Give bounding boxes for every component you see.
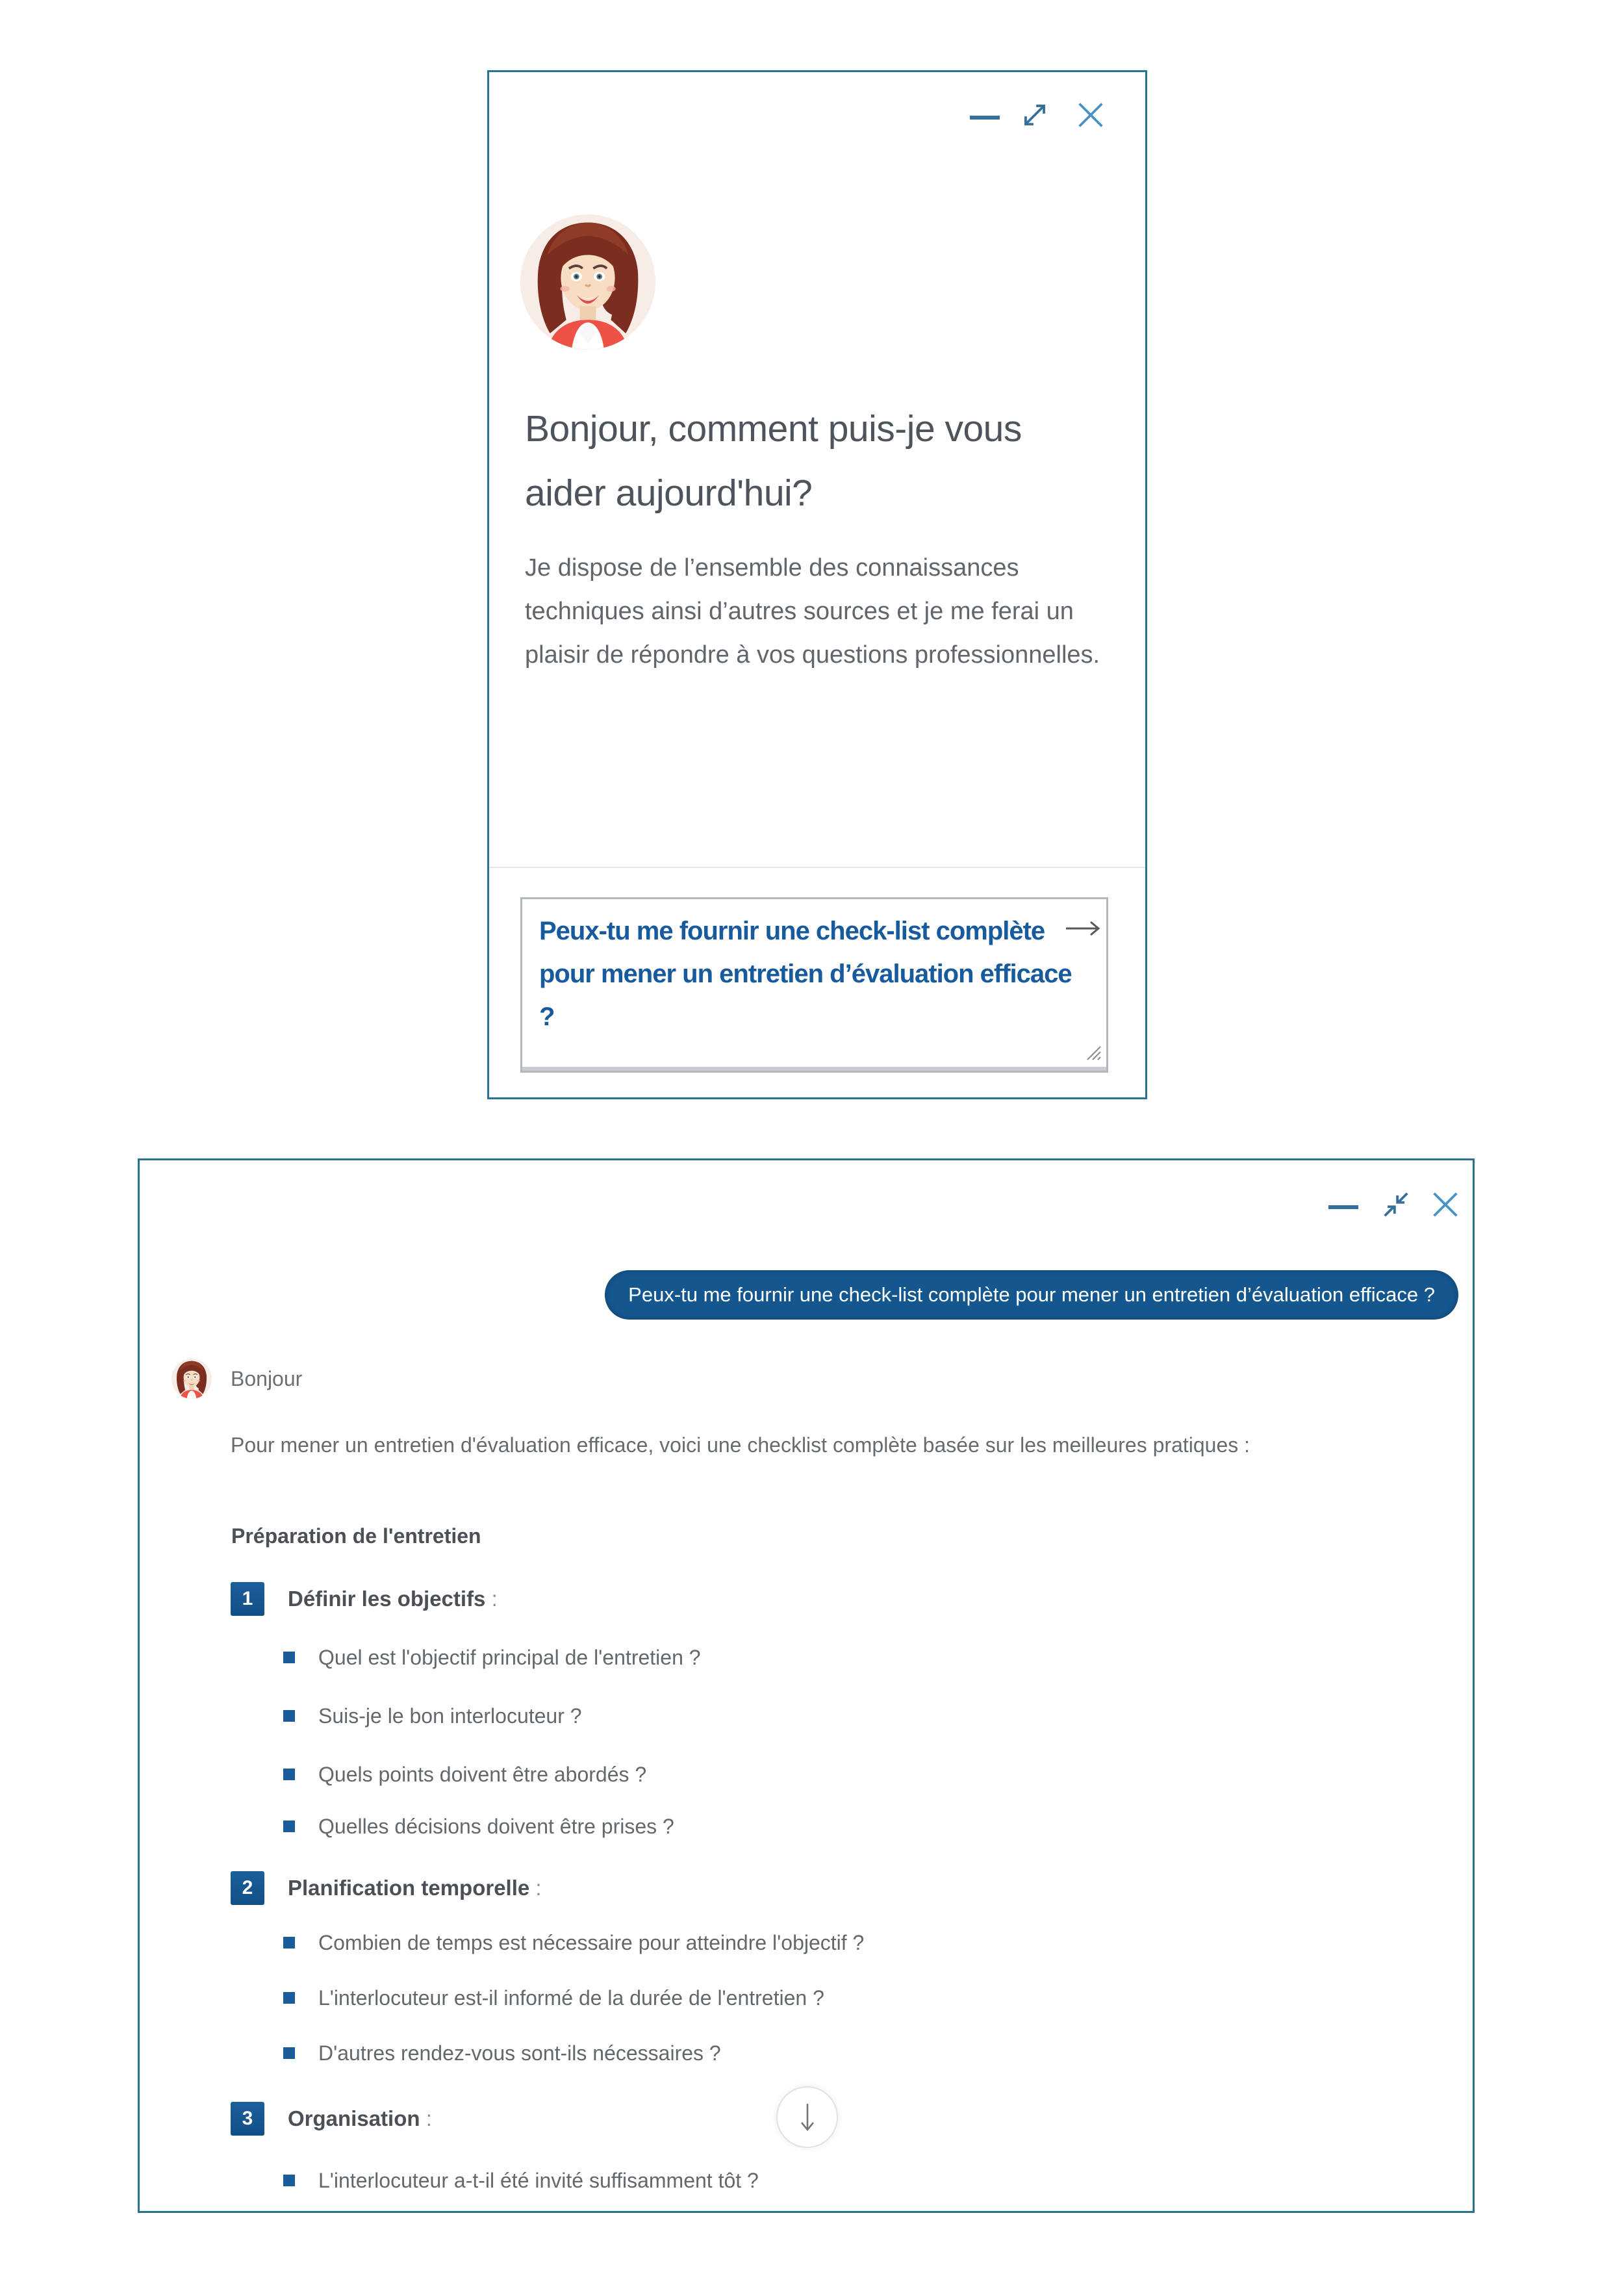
assistant-avatar	[171, 1359, 212, 1399]
bullet-text: D'autres rendez-vous sont-ils nécessaires ?	[318, 2041, 721, 2065]
checklist-bullet	[283, 1806, 674, 1846]
square-bullet-icon	[283, 1652, 295, 1663]
item-number-badge: 1	[231, 1582, 264, 1616]
checklist-bullet	[283, 1754, 646, 1795]
square-bullet-icon	[283, 1769, 295, 1780]
checklist-bullet	[283, 1923, 864, 1963]
collapse-icon[interactable]	[1379, 1188, 1413, 1221]
greeting-title: Bonjour, comment puis-je vous aider aujourd'hui?	[525, 408, 1022, 514]
item-label: Organisation	[288, 2106, 420, 2130]
square-bullet-icon	[283, 2175, 295, 2186]
expand-icon[interactable]	[1018, 98, 1052, 132]
section-title: Préparation de l'entretien	[231, 1524, 481, 1548]
item-label: Définir les objectifs	[288, 1587, 486, 1611]
checklist-item	[231, 1871, 542, 1905]
square-bullet-icon	[283, 1937, 295, 1948]
bullet-text: Quelles décisions doivent être prises ?	[318, 1814, 674, 1838]
minimize-button[interactable]	[969, 114, 1001, 121]
square-bullet-icon	[283, 1992, 295, 2004]
message-input[interactable]	[520, 897, 1108, 1073]
close-icon[interactable]	[1428, 1188, 1462, 1221]
checklist-bullet	[283, 1978, 824, 2018]
scroll-down-button[interactable]	[776, 2086, 838, 2148]
footer-divider	[489, 867, 1145, 868]
greeting-body: Je dispose de l’ensemble des connaissances techniques ainsi d’autres sources et je me ferai un plaisir de répondre à vos questions professionnelles.	[525, 554, 1100, 669]
bot-greeting: Bonjour	[231, 1367, 303, 1390]
bullet-text: Combien de temps est nécessaire pour atteindre l'objectif ?	[318, 1930, 865, 1954]
bullet-text: Quel est l'objectif principal de l'entretien ?	[318, 1645, 701, 1669]
checklist-bullet	[283, 1637, 701, 1678]
checklist-item	[231, 1582, 498, 1616]
item-colon: :	[529, 1876, 542, 1900]
assistant-chat-window	[138, 1158, 1475, 2213]
checklist-bullet	[283, 1696, 582, 1736]
item-number-badge: 3	[231, 2102, 264, 2136]
square-bullet-icon	[283, 1820, 295, 1832]
item-colon: :	[420, 2106, 432, 2130]
resize-handle[interactable]	[1084, 1043, 1103, 1066]
assistant-avatar	[520, 214, 655, 350]
bullet-text: Quels points doivent être abordés ?	[318, 1762, 647, 1786]
user-message-bubble: Peux-tu me fournir une check-list complète pour mener un entretien d’évaluation efficace ?	[605, 1270, 1458, 1320]
assistant-popup-window	[487, 70, 1147, 1099]
checklist-item	[231, 2102, 432, 2136]
minimize-button[interactable]	[1327, 1203, 1360, 1211]
item-colon: :	[485, 1587, 498, 1611]
bot-intro: Pour mener un entretien d'évaluation efficace, voici une checklist complète basée sur les meilleures pratiques :	[231, 1433, 1250, 1457]
checklist-bullet	[283, 2033, 721, 2073]
bullet-text: L'interlocuteur a-t-il été invité suffisamment tôt ?	[318, 2168, 759, 2192]
item-number-badge: 2	[231, 1871, 264, 1905]
item-label: Planification temporelle	[288, 1876, 530, 1900]
message-input-value[interactable]: Peux-tu me fournir une check-list complète pour mener un entretien d’évaluation efficace ?	[539, 917, 1072, 1031]
bullet-text: L'interlocuteur est-il informé de la durée de l'entretien ?	[318, 1986, 824, 2010]
bullet-text: Suis-je le bon interlocuteur ?	[318, 1704, 582, 1728]
checklist-bullet	[283, 2160, 759, 2201]
close-icon[interactable]	[1074, 98, 1108, 132]
square-bullet-icon	[283, 1710, 295, 1722]
square-bullet-icon	[283, 2047, 295, 2059]
send-arrow-icon[interactable]	[1065, 919, 1102, 941]
